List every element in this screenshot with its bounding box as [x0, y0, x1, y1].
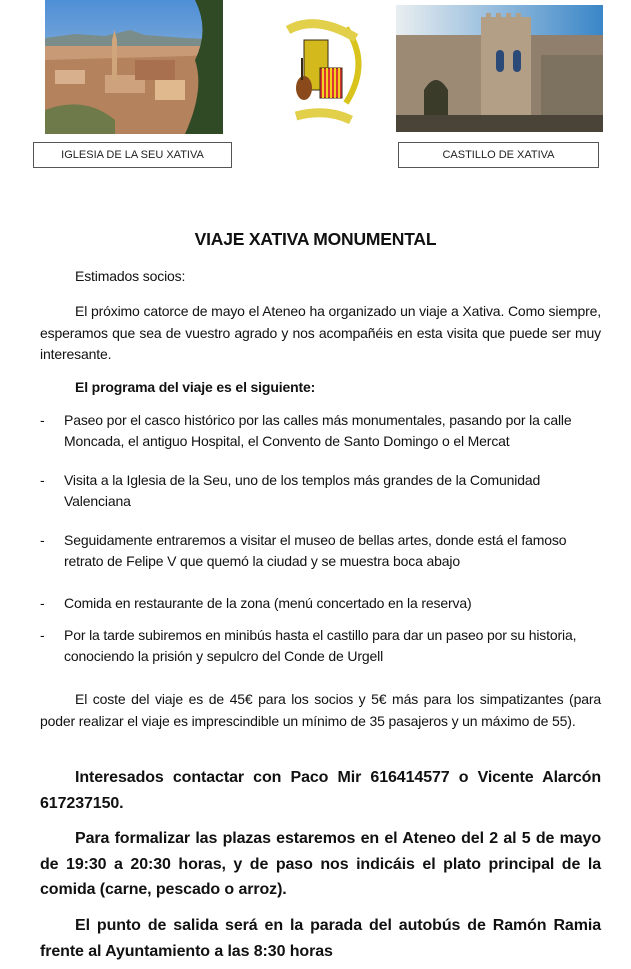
- bullet-dash: -: [40, 627, 45, 643]
- iglesia-caption: IGLESIA DE LA SEU XATIVA: [33, 142, 232, 168]
- ateneo-logo: [276, 8, 370, 132]
- bullet-dash: -: [40, 532, 45, 548]
- castillo-photo: [396, 5, 603, 132]
- program-item: [40, 410, 600, 452]
- castillo-caption: CASTILLO DE XATIVA: [398, 142, 599, 168]
- program-item: [40, 470, 600, 512]
- registration-paragraph: Para formalizar las plazas estaremos en el Ateneo del 2 al 5 de mayo de 19:30 a 20:30 horas, y de paso nos indicáis el plato principal de la comida (carne, pescado o arroz).: [40, 830, 601, 898]
- program-heading: El programa del viaje es el siguiente:: [75, 379, 316, 395]
- program-item: [40, 625, 600, 667]
- bullet-dash: -: [40, 412, 45, 428]
- contact-paragraph: Interesados contactar con Paco Mir 616414577 o Vicente Alarcón 617237150.: [40, 769, 601, 812]
- program-item-text: Paseo por el casco histórico por las calles más monumentales, pasando por la calle Moncada, el antiguo Hospital, el Convento de Santo Domingo o el Mercat: [64, 412, 572, 449]
- iglesia-photo: [45, 0, 223, 134]
- departure-paragraph: El punto de salida será en la parada del autobús de Ramón Ramia frente al Ayuntamiento a las 8:30 horas: [40, 917, 601, 960]
- page-title: VIAJE XATIVA MONUMENTAL: [194, 229, 437, 249]
- greeting: Estimados socios:: [75, 268, 186, 284]
- program-item: [40, 593, 600, 614]
- program-item: [40, 530, 600, 572]
- intro-paragraph: El próximo catorce de mayo el Ateneo ha organizado un viaje a Xativa. Como siempre, esperamos que sea de vuestro agrado y nos acompañéis en esta visita que puede ser muy interesante.: [40, 303, 601, 362]
- bullet-dash: -: [40, 472, 45, 488]
- program-item-text: Visita a la Iglesia de la Seu, uno de los templos más grandes de la Comunidad Valenciana: [64, 472, 541, 509]
- program-item-text: Comida en restaurante de la zona (menú concertado en la reserva): [64, 595, 472, 611]
- program-item-text: Seguidamente entraremos a visitar el museo de bellas artes, donde está el famoso retrato de Felipe V que quemó la ciudad y se muestra boca abajo: [64, 532, 567, 569]
- bullet-dash: -: [40, 595, 45, 611]
- cost-paragraph: El coste del viaje es de 45€ para los socios y 5€ más para los simpatizantes (para poder realizar el viaje es imprescindible un mínimo de 35 pasajeros y un máximo de 55).: [40, 691, 601, 729]
- program-item-text: Por la tarde subiremos en minibús hasta el castillo para dar un paseo por su historia, conociendo la prisión y sepulcro del Conde de Urgell: [64, 627, 577, 664]
